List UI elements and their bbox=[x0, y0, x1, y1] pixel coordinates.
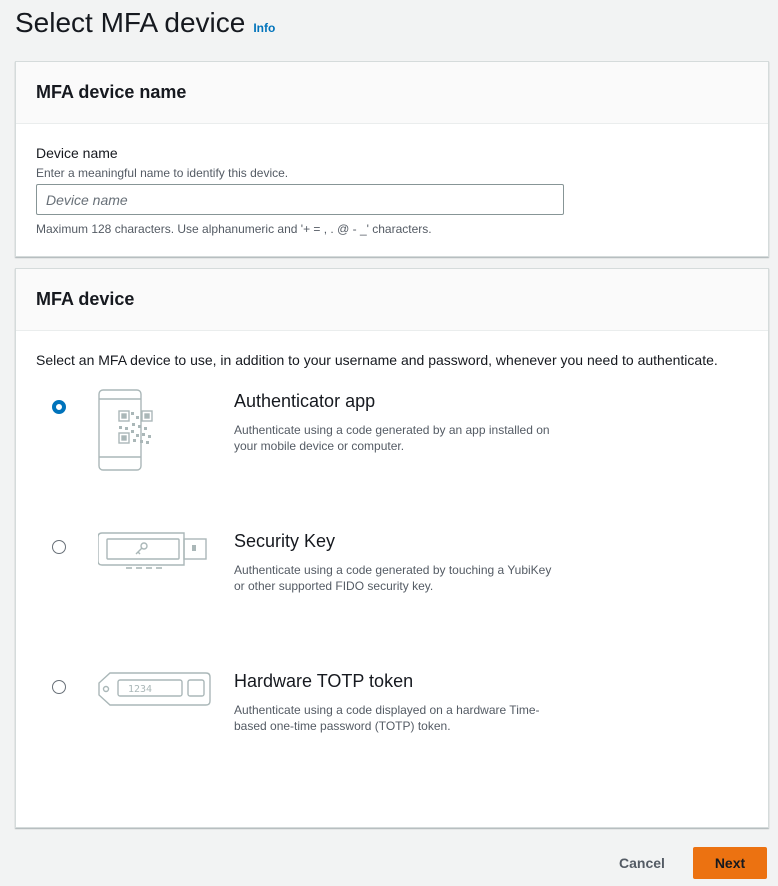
panel-title: MFA device bbox=[36, 289, 135, 309]
panel-header bbox=[16, 62, 768, 124]
option-description: Authenticate using a code displayed on a hardware Time-based one-time password (TOTP) token. bbox=[234, 703, 540, 733]
panel-header bbox=[16, 269, 768, 331]
cancel-button[interactable]: Cancel bbox=[605, 847, 679, 879]
page-header bbox=[15, 4, 275, 42]
panel-title: MFA device name bbox=[36, 82, 187, 102]
option-authenticator-app[interactable] bbox=[16, 389, 766, 499]
option-title: Hardware TOTP token bbox=[234, 671, 414, 691]
device-name-constraint: Maximum 128 characters. Use alphanumeric and '+ = , . @ - _' characters. bbox=[36, 222, 432, 236]
next-button[interactable]: Next bbox=[693, 847, 767, 879]
page-title: Select MFA device bbox=[15, 7, 246, 38]
option-description: Authenticate using a code generated by touching a YubiKey or other supported FIDO security key. bbox=[234, 563, 552, 593]
device-intro-text: Select an MFA device to use, in addition to your username and password, whenever you need to authenticate. bbox=[36, 352, 718, 368]
device-name-description: Enter a meaningful name to identify this device. bbox=[36, 166, 289, 180]
phone-qr-icon bbox=[98, 389, 178, 478]
option-title: Security Key bbox=[234, 531, 336, 551]
option-title: Authenticator app bbox=[234, 391, 376, 411]
usb-key-icon bbox=[98, 531, 210, 576]
option-hardware-totp-token[interactable] bbox=[16, 669, 766, 779]
security-key-radio[interactable] bbox=[52, 540, 66, 554]
option-security-key[interactable] bbox=[16, 529, 766, 639]
totp-token-icon bbox=[98, 671, 212, 716]
device-name-input[interactable] bbox=[36, 184, 564, 215]
device-name-label: Device name bbox=[36, 145, 118, 161]
authenticator-app-radio[interactable] bbox=[52, 400, 66, 414]
mfa-device-name-panel bbox=[15, 61, 769, 257]
option-description: Authenticate using a code generated by an app installed on your mobile device or computer. bbox=[234, 423, 550, 453]
info-link[interactable]: Info bbox=[253, 21, 276, 35]
hardware-totp-radio[interactable] bbox=[52, 680, 66, 694]
token-display-text: 1234 bbox=[128, 684, 153, 695]
mfa-device-panel bbox=[15, 268, 769, 828]
